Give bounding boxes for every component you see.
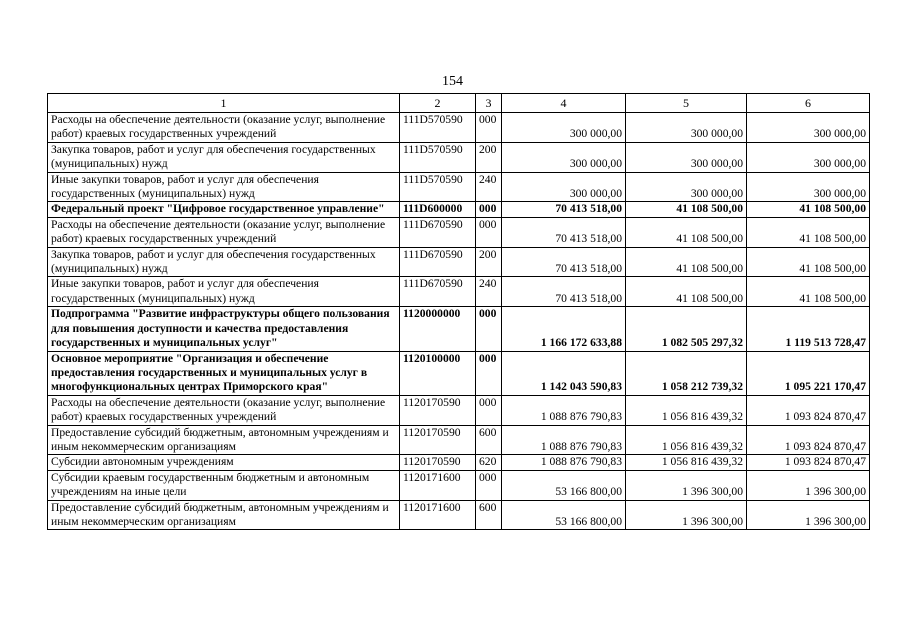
- column-header: 3: [476, 94, 502, 113]
- table-row: [48, 455, 870, 470]
- amount-year-3: 1 396 300,00: [747, 470, 870, 500]
- target-article-code: 1120170590: [400, 425, 476, 455]
- expense-name: Федеральный проект "Цифровое государственное управление": [48, 202, 400, 217]
- table-row: [48, 113, 870, 143]
- amount-year-1: 53 166 800,00: [502, 470, 626, 500]
- expense-name: Субсидии автономным учреждениям: [48, 455, 400, 470]
- amount-year-3: 41 108 500,00: [747, 217, 870, 247]
- amount-year-1: 70 413 518,00: [502, 277, 626, 307]
- amount-year-1: 1 166 172 633,88: [502, 307, 626, 351]
- amount-year-1: 1 088 876 790,83: [502, 455, 626, 470]
- amount-year-2: 1 056 816 439,32: [626, 395, 747, 425]
- expense-name: Расходы на обеспечение деятельности (оказание услуг, выполнение работ) краевых государственных учреждений: [48, 113, 400, 143]
- expense-name: Предоставление субсидий бюджетным, автономным учреждениям и иным некоммерческим организациям: [48, 425, 400, 455]
- target-article-code: 1120171600: [400, 470, 476, 500]
- target-article-code: 111D670590: [400, 277, 476, 307]
- amount-year-2: 300 000,00: [626, 172, 747, 202]
- expense-type-code: 000: [476, 351, 502, 395]
- expense-name: Закупка товаров, работ и услуг для обеспечения государственных (муниципальных) нужд: [48, 142, 400, 172]
- amount-year-3: 300 000,00: [747, 113, 870, 143]
- table-row: [48, 217, 870, 247]
- expense-type-code: 200: [476, 142, 502, 172]
- expense-type-code: 240: [476, 277, 502, 307]
- amount-year-2: 41 108 500,00: [626, 217, 747, 247]
- amount-year-1: 300 000,00: [502, 142, 626, 172]
- amount-year-1: 70 413 518,00: [502, 217, 626, 247]
- amount-year-1: 300 000,00: [502, 113, 626, 143]
- expense-name: Расходы на обеспечение деятельности (оказание услуг, выполнение работ) краевых государственных учреждений: [48, 395, 400, 425]
- expense-name: Субсидии краевым государственным бюджетным и автономным учреждениям на иные цели: [48, 470, 400, 500]
- expense-type-code: 200: [476, 247, 502, 277]
- target-article-code: 1120100000: [400, 351, 476, 395]
- column-header: 1: [48, 94, 400, 113]
- amount-year-3: 41 108 500,00: [747, 247, 870, 277]
- column-header: 6: [747, 94, 870, 113]
- expense-name: Расходы на обеспечение деятельности (оказание услуг, выполнение работ) краевых государственных учреждений: [48, 217, 400, 247]
- amount-year-2: 300 000,00: [626, 142, 747, 172]
- expense-type-code: 000: [476, 307, 502, 351]
- amount-year-2: 1 396 300,00: [626, 470, 747, 500]
- amount-year-3: 1 093 824 870,47: [747, 395, 870, 425]
- table-row: [48, 500, 870, 530]
- amount-year-2: 41 108 500,00: [626, 202, 747, 217]
- expense-name: Иные закупки товаров, работ и услуг для обеспечения государственных (муниципальных) нужд: [48, 172, 400, 202]
- expense-type-code: 240: [476, 172, 502, 202]
- amount-year-1: 1 088 876 790,83: [502, 425, 626, 455]
- table-row: [48, 247, 870, 277]
- amount-year-3: 41 108 500,00: [747, 277, 870, 307]
- amount-year-2: 1 058 212 739,32: [626, 351, 747, 395]
- table-row: [48, 202, 870, 217]
- amount-year-1: 70 413 518,00: [502, 202, 626, 217]
- table-row: [48, 142, 870, 172]
- table-row: [48, 425, 870, 455]
- target-article-code: 1120170590: [400, 455, 476, 470]
- expense-type-code: 000: [476, 202, 502, 217]
- expense-name: Основное мероприятие "Организация и обеспечение предоставления государственных и муниципальных услуг в многофункциональных центрах Приморского края": [48, 351, 400, 395]
- amount-year-2: 41 108 500,00: [626, 247, 747, 277]
- amount-year-3: 1 119 513 728,47: [747, 307, 870, 351]
- expense-name: Предоставление субсидий бюджетным, автономным учреждениям и иным некоммерческим организациям: [48, 500, 400, 530]
- amount-year-3: 41 108 500,00: [747, 202, 870, 217]
- target-article-code: 111D570590: [400, 113, 476, 143]
- budget-table: [47, 93, 870, 530]
- table-row: [48, 351, 870, 395]
- target-article-code: 1120170590: [400, 395, 476, 425]
- expense-name: Закупка товаров, работ и услуг для обеспечения государственных (муниципальных) нужд: [48, 247, 400, 277]
- column-header: 2: [400, 94, 476, 113]
- expense-type-code: 600: [476, 425, 502, 455]
- table-row: [48, 307, 870, 351]
- column-header: 4: [502, 94, 626, 113]
- target-article-code: 111D570590: [400, 142, 476, 172]
- amount-year-2: 300 000,00: [626, 113, 747, 143]
- expense-type-code: 600: [476, 500, 502, 530]
- target-article-code: 111D670590: [400, 217, 476, 247]
- expense-type-code: 620: [476, 455, 502, 470]
- amount-year-3: 1 396 300,00: [747, 500, 870, 530]
- expense-name: Иные закупки товаров, работ и услуг для обеспечения государственных (муниципальных) нужд: [48, 277, 400, 307]
- table-row: [48, 277, 870, 307]
- amount-year-1: 70 413 518,00: [502, 247, 626, 277]
- amount-year-2: 1 056 816 439,32: [626, 425, 747, 455]
- amount-year-2: 1 082 505 297,32: [626, 307, 747, 351]
- amount-year-1: 53 166 800,00: [502, 500, 626, 530]
- table-row: [48, 172, 870, 202]
- expense-type-code: 000: [476, 217, 502, 247]
- column-header: 5: [626, 94, 747, 113]
- target-article-code: 111D570590: [400, 172, 476, 202]
- expense-type-code: 000: [476, 470, 502, 500]
- page-number: 154: [442, 74, 463, 89]
- target-article-code: 111D600000: [400, 202, 476, 217]
- amount-year-3: 1 093 824 870,47: [747, 425, 870, 455]
- target-article-code: 1120000000: [400, 307, 476, 351]
- amount-year-3: 1 093 824 870,47: [747, 455, 870, 470]
- amount-year-1: 1 142 043 590,83: [502, 351, 626, 395]
- expense-type-code: 000: [476, 395, 502, 425]
- amount-year-2: 1 396 300,00: [626, 500, 747, 530]
- amount-year-3: 300 000,00: [747, 142, 870, 172]
- amount-year-1: 1 088 876 790,83: [502, 395, 626, 425]
- expense-type-code: 000: [476, 113, 502, 143]
- table-row: [48, 470, 870, 500]
- amount-year-3: 300 000,00: [747, 172, 870, 202]
- amount-year-1: 300 000,00: [502, 172, 626, 202]
- amount-year-3: 1 095 221 170,47: [747, 351, 870, 395]
- expense-name: Подпрограмма "Развитие инфраструктуры общего пользования для повышения доступности и качества предоставления государственных и муниципальных услуг": [48, 307, 400, 351]
- amount-year-2: 41 108 500,00: [626, 277, 747, 307]
- amount-year-2: 1 056 816 439,32: [626, 455, 747, 470]
- target-article-code: 111D670590: [400, 247, 476, 277]
- table-row: [48, 395, 870, 425]
- table-header-row: [48, 94, 870, 113]
- target-article-code: 1120171600: [400, 500, 476, 530]
- table-body: [48, 113, 870, 530]
